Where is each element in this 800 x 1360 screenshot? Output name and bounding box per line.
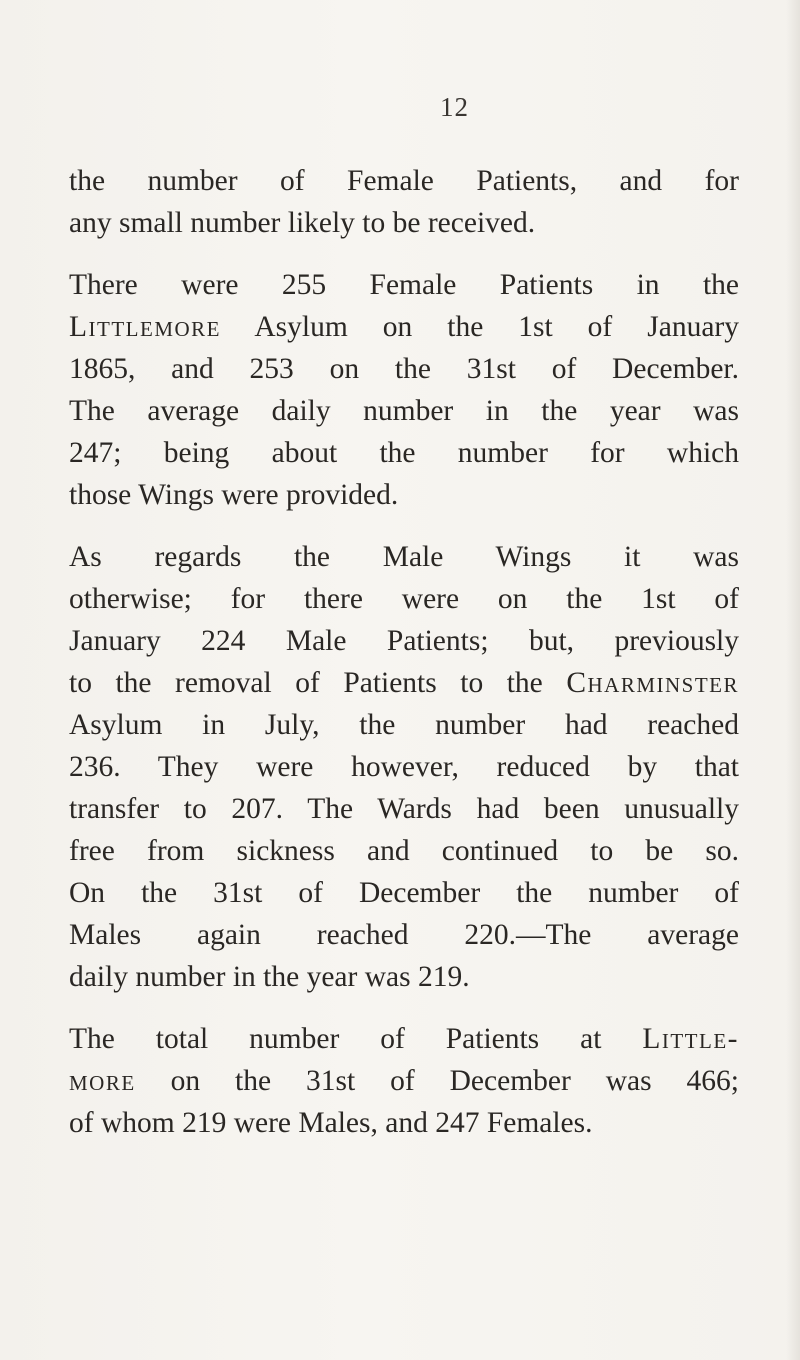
text-line: of whom 219 were Males, and 247 Females. <box>69 1107 593 1139</box>
small-caps-word: Charminster <box>566 667 739 699</box>
text-line: As regards the Male Wings it was <box>69 541 739 573</box>
text-line: free from sickness and continued to be so. <box>69 835 739 867</box>
text-line: Littlemore Asylum on the 1st of January <box>69 311 739 343</box>
text-line: Asylum in July, the number had reached <box>69 709 739 741</box>
text-line: the number of Female Patients, and for <box>69 165 739 197</box>
paragraph-2 <box>69 264 739 516</box>
page-number: 12 <box>440 92 469 122</box>
paragraph-4 <box>69 1018 739 1144</box>
text-line: The average daily number in the year was <box>69 395 739 427</box>
text-line: more on the 31st of December was 466; <box>69 1065 739 1097</box>
text-line: 247; being about the number for which <box>69 437 739 469</box>
text-line: On the 31st of December the number of <box>69 877 739 909</box>
small-caps-word: Little- <box>642 1023 739 1055</box>
page-edge-shadow <box>786 0 800 1360</box>
text-line: 236. They were however, reduced by that <box>69 751 739 783</box>
paragraph-3 <box>69 536 739 998</box>
text-line: Males again reached 220.—The average <box>69 919 739 951</box>
text-line: transfer to 207. The Wards had been unusually <box>69 793 739 825</box>
text-line: daily number in the year was 219. <box>69 961 470 993</box>
small-caps-word: Littlemore <box>69 311 221 343</box>
text-line: There were 255 Female Patients in the <box>69 269 739 301</box>
paragraph-1 <box>69 160 739 244</box>
text-line: January 224 Male Patients; but, previously <box>69 625 739 657</box>
text-line: any small number likely to be received. <box>69 207 536 239</box>
body-text <box>69 160 739 1164</box>
text-line: The total number of Patients at Little- <box>69 1023 739 1055</box>
text-line: otherwise; for there were on the 1st of <box>69 583 739 615</box>
text-line: those Wings were provided. <box>69 479 399 511</box>
small-caps-word: more <box>69 1065 136 1097</box>
text-line: to the removal of Patients to the Charminster <box>69 667 739 699</box>
text-line: 1865, and 253 on the 31st of December. <box>69 353 739 385</box>
